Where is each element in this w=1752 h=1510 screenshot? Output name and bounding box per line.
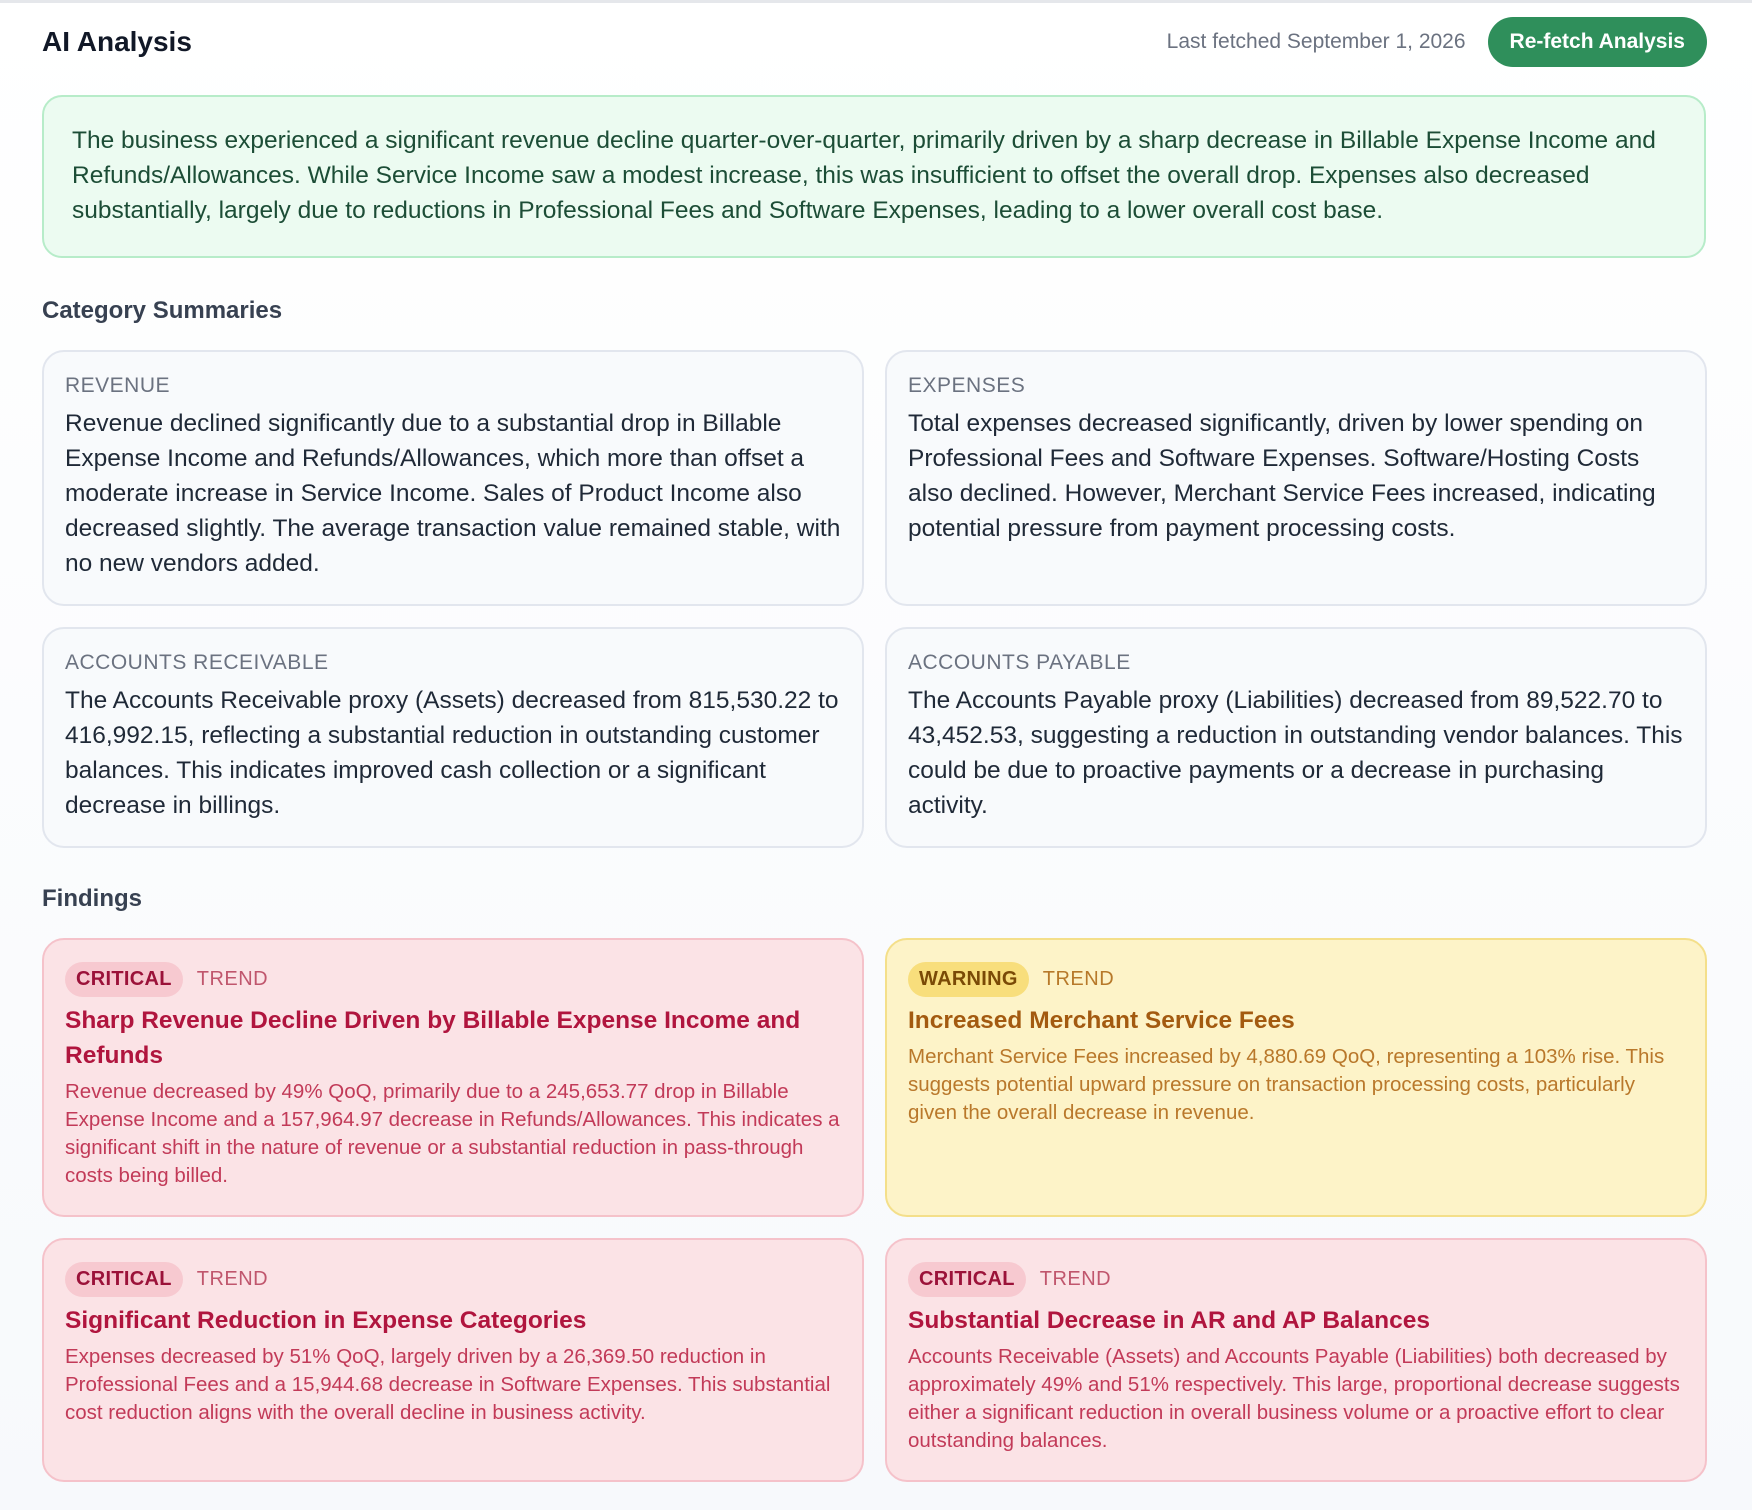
- findings-heading: Findings: [42, 885, 142, 912]
- finding-description: Revenue decreased by 49% QoQ, primarily due to a 245,653.77 drop in Billable Expense Income and a 157,964.97 decrease in Refunds/Allowances. This indicates a significant shift in the nature of revenue or a substantial reduction in pass-through costs being billed.: [65, 1080, 840, 1187]
- finding-tags: [908, 960, 1684, 998]
- finding-type-tag: TREND: [1042, 967, 1115, 990]
- header-actions: [1167, 17, 1707, 67]
- category-card-expenses: [885, 350, 1707, 606]
- finding-title: Increased Merchant Service Fees: [908, 1007, 1295, 1034]
- finding-card: [42, 938, 864, 1217]
- finding-title: Substantial Decrease in AR and AP Balances: [908, 1307, 1430, 1334]
- finding-tags: [65, 960, 841, 998]
- category-label: EXPENSES: [908, 374, 1026, 397]
- finding-type-tag: TREND: [196, 1267, 269, 1290]
- finding-type-tag: TREND: [1039, 1267, 1112, 1290]
- category-summaries-heading: Category Summaries: [42, 297, 283, 324]
- finding-description: Expenses decreased by 51% QoQ, largely driven by a 26,369.50 reduction in Professional Fees and a 15,944.68 decrease in Software Expenses. This substantial cost reduction aligns with the overall decline in business activity.: [65, 1345, 831, 1424]
- category-card-revenue: [42, 350, 864, 606]
- page-title: AI Analysis: [42, 26, 192, 57]
- finding-title: Significant Reduction in Expense Categories: [65, 1307, 587, 1334]
- finding-card: [885, 1238, 1707, 1482]
- overview-summary: The business experienced a significant revenue decline quarter-over-quarter, primarily driven by a sharp decrease in Billable Expense Income and Refunds/Allowances. While Service Income saw a modest increase, this was insufficient to offset the overall drop. Expenses also decreased substantially, largely due to reductions in Professional Fees and Software Expenses, leading to a lower overall cost base.: [42, 95, 1706, 258]
- last-fetched-text: Last fetched September 1, 2026: [1166, 30, 1466, 53]
- severity-badge: WARNING: [908, 962, 1029, 997]
- finding-card: [42, 1238, 864, 1482]
- severity-badge: CRITICAL: [65, 1262, 183, 1297]
- category-text: Total expenses decreased significantly, driven by lower spending on Professional Fees and Software Expenses. Software/Hosting Costs also declined. However, Merchant Service Fees increased, indicating potential pressure from payment processing costs.: [908, 410, 1656, 542]
- category-text: The Accounts Receivable proxy (Assets) decreased from 815,530.22 to 416,992.15, reflecting a substantial reduction in outstanding customer balances. This indicates improved cash collection or a significant decrease in billings.: [65, 687, 839, 819]
- finding-description: Accounts Receivable (Assets) and Accounts Payable (Liabilities) both decreased by approximately 49% and 51% respectively. This large, proportional decrease suggests either a significant reduction in overall business volume or a proactive effort to clear outstanding balances.: [908, 1345, 1680, 1452]
- panel-header: [42, 17, 1707, 67]
- category-label: ACCOUNTS PAYABLE: [908, 651, 1131, 674]
- category-text: Revenue declined significantly due to a substantial drop in Billable Expense Income and Refunds/Allowances, which more than offset a moderate increase in Service Income. Sales of Product Income also decreased slightly. The average transaction value remained stable, with no new vendors added.: [65, 410, 841, 577]
- refetch-analysis-button[interactable]: Re-fetch Analysis: [1488, 17, 1707, 67]
- severity-badge: CRITICAL: [65, 962, 183, 997]
- category-label: ACCOUNTS RECEIVABLE: [65, 651, 329, 674]
- finding-card: [885, 938, 1707, 1217]
- severity-badge: CRITICAL: [908, 1262, 1026, 1297]
- category-card-accounts-payable: [885, 627, 1707, 848]
- finding-description: Merchant Service Fees increased by 4,880.69 QoQ, representing a 103% rise. This suggests potential upward pressure on transaction processing costs, particularly given the overall decrease in revenue.: [908, 1045, 1665, 1124]
- category-text: The Accounts Payable proxy (Liabilities) decreased from 89,522.70 to 43,452.53, suggesting a reduction in outstanding vendor balances. This could be due to proactive payments or a decrease in purchasing activity.: [908, 687, 1683, 819]
- finding-title: Sharp Revenue Decline Driven by Billable Expense Income and Refunds: [65, 1007, 801, 1069]
- finding-tags: [65, 1260, 841, 1298]
- finding-tags: [908, 1260, 1684, 1298]
- category-label: REVENUE: [65, 374, 171, 397]
- finding-type-tag: TREND: [196, 967, 269, 990]
- category-card-accounts-receivable: [42, 627, 864, 848]
